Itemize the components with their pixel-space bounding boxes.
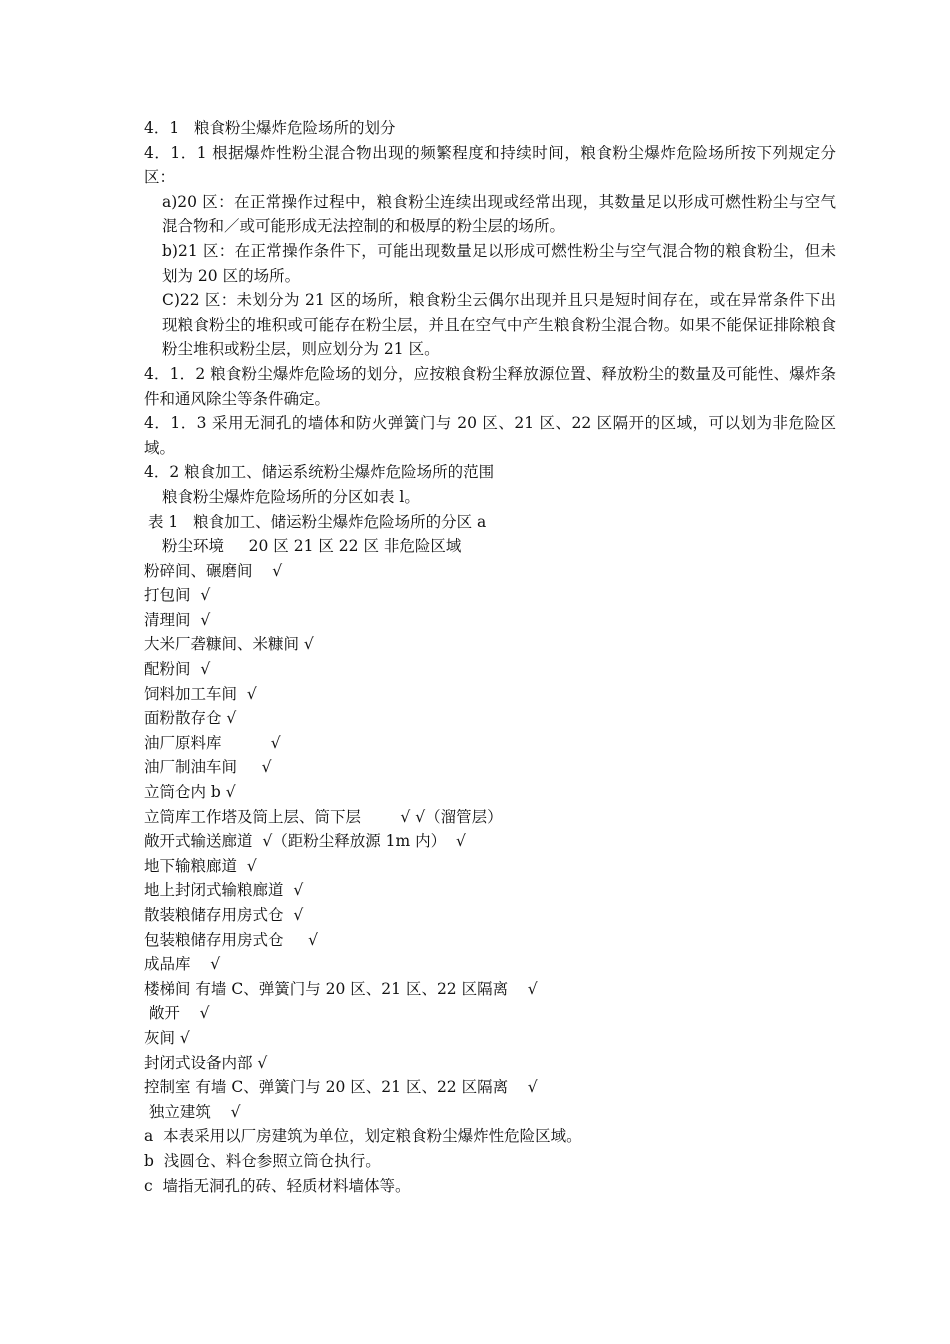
table-row: 立筒库工作塔及筒上层、筒下层 √ √（溜管层） <box>144 807 503 826</box>
section-4-1-2-text: 4．1．2 粮食粉尘爆炸危险场的划分，应按粮食粉尘释放源位置、释放粉尘的数量及可能性、爆炸条件和通风除尘等条件确定。 <box>144 364 836 408</box>
table-row: 面粉散存仓 √ <box>144 709 237 728</box>
table-note: a 本表采用以厂房建筑为单位，划定粮食粉尘爆炸性危险区域。 <box>144 1127 582 1146</box>
table-row: 打包间 √ <box>144 586 211 605</box>
table-caption: 表 1 粮食加工、储运粉尘爆炸危险场所的分区 a <box>148 512 487 531</box>
table-note: b 浅圆仓、料仓参照立筒仓执行。 <box>144 1151 381 1170</box>
table-row: 粉碎间、碾磨间 √ <box>144 561 283 580</box>
table-row: 清理间 √ <box>144 610 211 629</box>
table-row: 敞开式输送廊道 √（距粉尘释放源 1m 内） √ <box>144 832 466 851</box>
table-row: 封闭式设备内部 √ <box>144 1053 268 1072</box>
table-row: 油厂原料库 √ <box>144 733 281 752</box>
table-header: 粉尘环境 20 区 21 区 22 区 非危险区域 <box>162 537 462 556</box>
table-row: 饲料加工车间 √ <box>144 684 257 703</box>
section-4-2-intro: 粮食粉尘爆炸危险场所的分区如表 l。 <box>162 487 420 506</box>
zone-21-item: b)21 区：在正常操作条件下，可能出现数量足以形成可燃性粉尘与空气混合物的粮食粉尘，但未划为 20 区的场所。 <box>162 241 836 285</box>
document-body <box>144 116 836 1198</box>
table-rows <box>144 559 836 1125</box>
section-4-1-title: 4．1 粮食粉尘爆炸危险场所的划分 <box>144 119 396 137</box>
table-row: 控制室 有墙 C、弹簧门与 20 区、21 区、22 区隔离 √ <box>144 1078 538 1097</box>
table-row: 楼梯间 有墙 C、弹簧门与 20 区、21 区、22 区隔离 √ <box>144 979 538 998</box>
zone-22-item: C)22 区：未划分为 21 区的场所，粮食粉尘云偶尔出现并且只是短时间存在，或在异常条件下出现粮食粉尘的堆积或可能存在粉尘层，并且在空气中产生粮食粉尘混合物。如果不能保证排除粮食粉尘堆积或粉尘层，则应划分为 21 区。 <box>162 291 836 359</box>
table-row: 灰间 √ <box>144 1028 190 1047</box>
zone-20-item: a)20 区：在正常操作过程中，粮食粉尘连续出现或经常出现，其数量足以形成可燃性粉尘与空气混合物和／或可能形成无法控制的和极厚的粉尘层的场所。 <box>162 192 836 236</box>
table-row: 包装粮储存用房式仓 √ <box>144 930 319 949</box>
table-row: 成品库 √ <box>144 955 221 974</box>
table-note: c 墙指无洞孔的砖、轻质材料墙体等。 <box>144 1176 411 1195</box>
table-row: 地下输粮廊道 √ <box>144 856 257 875</box>
table-row: 配粉间 √ <box>144 660 211 679</box>
table-row: 油厂制油车间 √ <box>144 758 272 777</box>
section-4-1-3-text: 4．1．3 采用无洞孔的墙体和防火弹簧门与 20 区、21 区、22 区隔开的区域，可以划为非危险区域。 <box>144 414 836 457</box>
table-row: 地上封闭式输粮廊道 √ <box>144 881 304 900</box>
table-row: 立筒仓内 b √ <box>144 783 236 802</box>
section-4-1-1-text: 4．1．1 根据爆炸性粉尘混合物出现的频繁程度和持续时间，粮食粉尘爆炸危险场所按下列规定分区： <box>144 143 836 187</box>
table-row: 大米厂砻糠间、米糠间 √ <box>144 635 314 654</box>
table-row: 敞开 √ <box>144 1004 210 1023</box>
table-row: 独立建筑 √ <box>144 1102 241 1121</box>
section-4-2-title: 4．2 粮食加工、储运系统粉尘爆炸危险场所的范围 <box>144 463 495 482</box>
table-row: 散装粮储存用房式仓 √ <box>144 906 304 924</box>
table-notes <box>144 1124 836 1198</box>
